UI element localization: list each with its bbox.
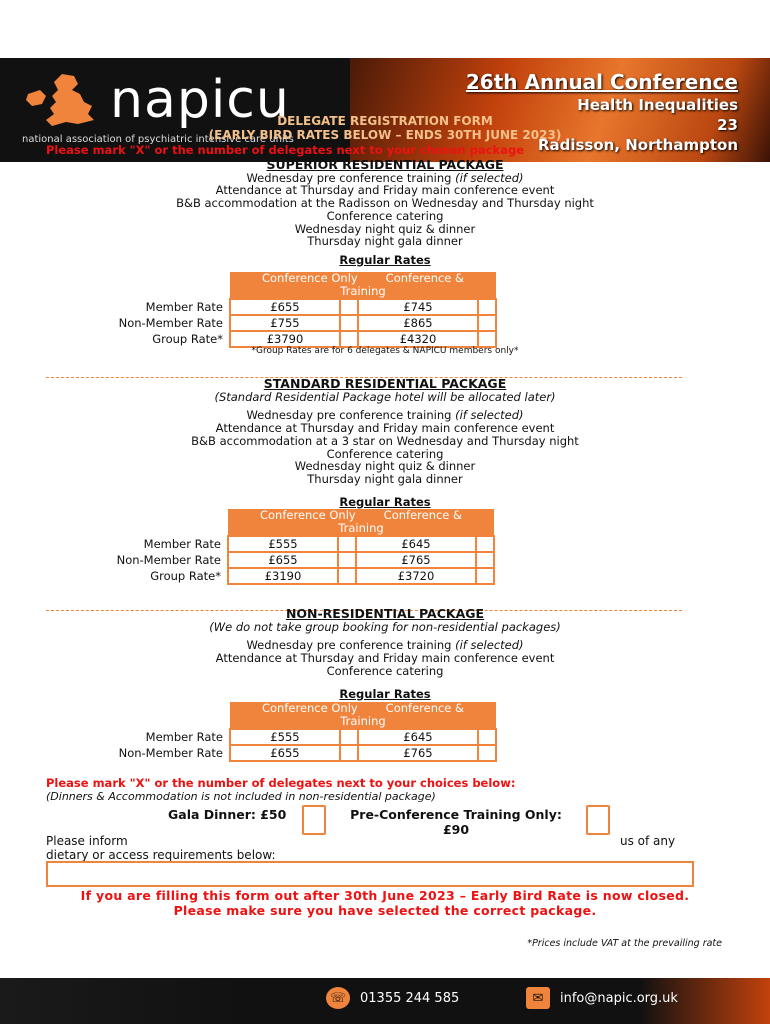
inclusion-text: Wednesday night quiz & dinner — [294, 221, 476, 236]
col-training-suffix: Training — [340, 713, 386, 728]
footer-left-band — [0, 978, 240, 1024]
inclusion-text: Conference catering — [326, 446, 444, 461]
col-conference-training: Conference & — [385, 271, 465, 285]
col-conference-training: Conference & — [383, 508, 463, 522]
inclusion-text: Wednesday pre conference training — [246, 170, 456, 185]
inclusion-text: Wednesday night quiz & dinner — [294, 459, 476, 474]
table-corner — [80, 702, 230, 729]
group-rate-footnote: *Group Rates are for 6 delegates & NAPICU members only* — [251, 346, 519, 356]
inclusion-qualifier: (if selected) — [455, 408, 524, 423]
rate-table-header — [230, 702, 496, 729]
nonres-rates-heading: Regular Rates — [339, 686, 431, 701]
rate-table-header — [228, 509, 494, 536]
rate-label: Member Rate — [145, 299, 223, 314]
inform-text-right: us of any — [620, 834, 676, 848]
inclusion-text: Attendance at Thursday and Friday main conference event — [215, 183, 555, 198]
gala-dinner-label: Gala Dinner: £50 — [168, 807, 287, 822]
logo-subtitle: national association of psychiatric intensive care units — [22, 134, 294, 145]
price-conference-only: £3190 — [228, 568, 338, 584]
inform-text-left: Please inform — [46, 834, 128, 848]
training-only-price: £90 — [442, 822, 470, 837]
select-conference-only-box[interactable] — [340, 729, 358, 745]
form-title: DELEGATE REGISTRATION FORM — [277, 114, 493, 128]
inclusion-text: Thursday night gala dinner — [307, 234, 463, 249]
select-conference-training-box[interactable] — [476, 552, 494, 568]
price-conference-training: £645 — [358, 729, 478, 745]
early-bird-note: (EARLY BIRD RATES BELOW – ENDS 30TH JUNE 2023) — [208, 128, 562, 142]
superior-rate-table — [80, 272, 497, 348]
select-conference-training-box[interactable] — [478, 331, 496, 347]
rate-row — [80, 729, 496, 745]
select-conference-only-box[interactable] — [340, 315, 358, 331]
inclusion-line — [0, 665, 770, 678]
select-conference-training-box[interactable] — [478, 729, 496, 745]
inclusion-qualifier: (if selected) — [455, 170, 524, 185]
nonres-rate-table — [80, 702, 497, 762]
conference-theme: Health Inequalities — [577, 96, 738, 114]
conference-title: 26th Annual Conference — [465, 70, 738, 94]
training-only-text: Pre-Conference Training Only: — [350, 807, 562, 822]
standard-inclusions — [0, 409, 770, 485]
price-conference-only: £655 — [230, 299, 340, 315]
rate-row — [80, 299, 496, 315]
select-conference-training-box[interactable] — [478, 745, 496, 761]
inclusion-text: Wednesday pre conference training — [246, 408, 456, 423]
dietary-requirements-input[interactable] — [46, 861, 694, 887]
inclusion-qualifier: (if selected) — [455, 638, 524, 653]
price-conference-training: £645 — [356, 536, 476, 552]
select-conference-only-box[interactable] — [340, 331, 358, 347]
nonres-exclusion-note: (Dinners & Accommodation is not included in non-residential package) — [46, 790, 436, 803]
col-conference-only: Conference Only — [259, 508, 356, 522]
select-conference-only-box[interactable] — [338, 536, 356, 552]
nonres-title: NON-RESIDENTIAL PACKAGE — [285, 606, 485, 621]
rate-label: Group Rate* — [150, 568, 221, 583]
phone-number: 01355 244 585 — [360, 990, 460, 1006]
nonres-inclusions — [0, 639, 770, 677]
price-conference-training: £3720 — [356, 568, 476, 584]
standard-note: (Standard Residential Package hotel will be allocated later) — [214, 389, 556, 404]
rate-row — [78, 536, 494, 552]
col-training-suffix: Training — [340, 283, 386, 298]
standard-rates-heading: Regular Rates — [339, 494, 431, 509]
rate-label: Member Rate — [143, 536, 221, 551]
standard-title: STANDARD RESIDENTIAL PACKAGE — [263, 376, 507, 391]
select-conference-training-box[interactable] — [476, 568, 494, 584]
footer-email[interactable] — [526, 987, 678, 1009]
inform-text-line2: dietary or access requirements below: — [46, 848, 276, 862]
price-conference-only: £555 — [230, 729, 340, 745]
rate-row — [80, 745, 496, 761]
rate-label: Non-Member Rate — [118, 315, 223, 330]
table-corner — [78, 509, 228, 536]
standard-package — [0, 378, 770, 508]
rate-row — [80, 331, 496, 347]
package-check-warning: Please make sure you have selected the correct package. — [173, 903, 597, 918]
early-bird-warning: If you are filling this form out after 30th June 2023 – Early Bird Rate is now closed. — [80, 888, 690, 903]
training-only-label — [342, 807, 570, 837]
col-conference-only: Conference Only — [261, 271, 358, 285]
superior-inclusions — [0, 172, 770, 248]
nonres-note: (We do not take group booking for non-residential packages) — [209, 619, 561, 634]
conference-year: 23 — [717, 116, 738, 134]
price-conference-training: £4320 — [358, 331, 478, 347]
rate-label: Non-Member Rate — [118, 745, 223, 760]
select-conference-training-box[interactable] — [478, 315, 496, 331]
nonres-package — [0, 608, 770, 700]
inclusion-text: B&B accommodation at the Radisson on Wednesday and Thursday night — [176, 196, 594, 211]
logo-wordmark: napicu — [110, 70, 290, 130]
select-conference-only-box[interactable] — [338, 552, 356, 568]
price-conference-only: £655 — [228, 552, 338, 568]
inclusion-text: Wednesday pre conference training — [246, 638, 456, 653]
inclusion-text: Thursday night gala dinner — [307, 471, 463, 486]
footer-phone[interactable] — [326, 987, 459, 1009]
gala-dinner-checkbox[interactable] — [302, 805, 326, 835]
rate-table-header — [230, 272, 496, 299]
standard-rate-table — [78, 509, 495, 585]
inclusion-text: B&B accommodation at a 3 star on Wednesday and Thursday night — [191, 433, 579, 448]
rate-label: Group Rate* — [152, 331, 223, 346]
select-conference-only-box[interactable] — [340, 299, 358, 315]
col-conference-only: Conference Only — [261, 701, 358, 715]
inclusion-line — [0, 473, 770, 486]
inclusion-text: Conference catering — [326, 663, 444, 678]
select-conference-training-box[interactable] — [476, 536, 494, 552]
col-conference-training: Conference & — [385, 701, 465, 715]
price-conference-only: £655 — [230, 745, 340, 761]
email-address: info@napic.org.uk — [560, 990, 678, 1006]
inclusion-text: Attendance at Thursday and Friday main conference event — [215, 421, 555, 436]
mark-instruction-top: Please mark "X" or the number of delegates next to your chosen package — [46, 143, 524, 157]
price-conference-training: £865 — [358, 315, 478, 331]
price-conference-training: £745 — [358, 299, 478, 315]
inclusion-line — [0, 235, 770, 248]
footer-bar — [0, 978, 770, 1024]
select-conference-only-box[interactable] — [340, 745, 358, 761]
superior-title: SUPERIOR RESIDENTIAL PACKAGE — [266, 157, 504, 172]
price-conference-only: £3790 — [230, 331, 340, 347]
superior-package — [0, 159, 770, 267]
training-only-checkbox[interactable] — [586, 805, 610, 835]
rate-label: Member Rate — [145, 729, 223, 744]
price-conference-only: £755 — [230, 315, 340, 331]
inclusion-text: Conference catering — [326, 208, 444, 223]
price-conference-training: £765 — [356, 552, 476, 568]
email-icon: ✉ — [526, 987, 550, 1009]
superior-rates-heading: Regular Rates — [339, 252, 431, 267]
rate-row — [78, 568, 494, 584]
table-corner — [80, 272, 230, 299]
rate-row — [80, 315, 496, 331]
col-training-suffix: Training — [338, 520, 384, 535]
price-conference-only: £555 — [228, 536, 338, 552]
price-conference-training: £765 — [358, 745, 478, 761]
rate-label: Non-Member Rate — [116, 552, 221, 567]
rate-row — [78, 552, 494, 568]
select-conference-training-box[interactable] — [478, 299, 496, 315]
vat-note: *Prices include VAT at the prevailing rate — [527, 938, 722, 949]
inclusion-text: Attendance at Thursday and Friday main conference event — [215, 651, 555, 666]
mark-instruction: Please mark "X" or the number of delegates next to your choices below: — [46, 776, 516, 790]
phone-icon: ☏ — [326, 987, 350, 1009]
conference-venue: Radisson, Northampton — [537, 136, 738, 154]
select-conference-only-box[interactable] — [338, 568, 356, 584]
